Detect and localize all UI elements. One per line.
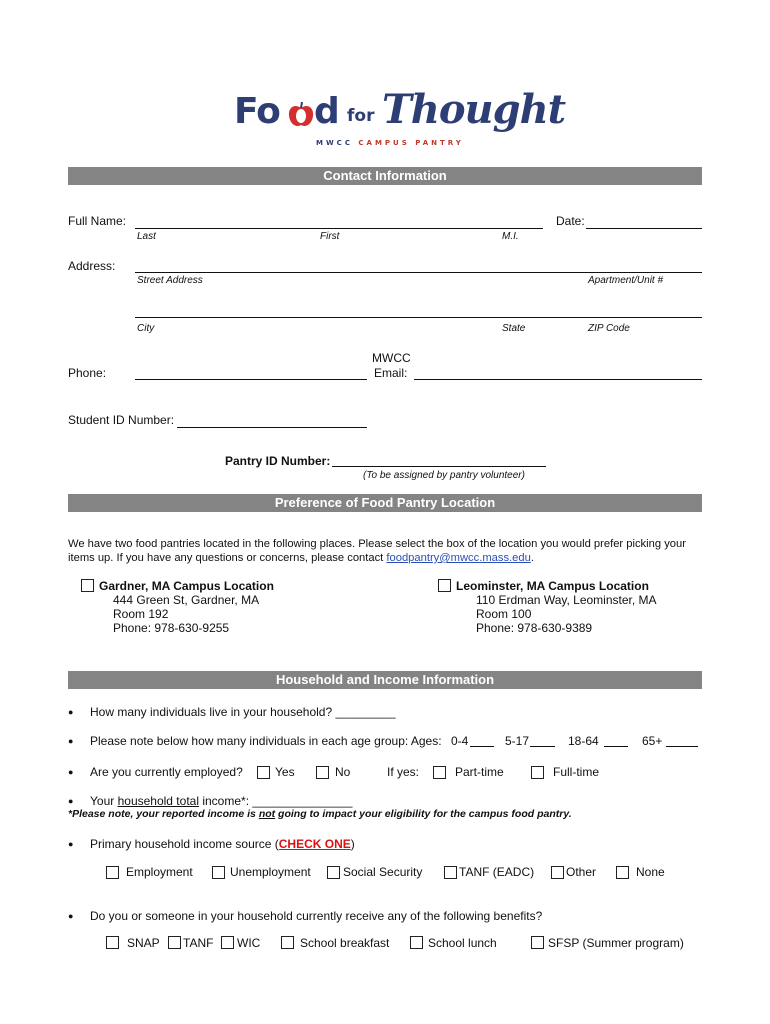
date-field[interactable] <box>586 228 702 229</box>
age-18-64-field[interactable] <box>604 746 628 747</box>
source-employment-label: Employment <box>126 865 193 879</box>
mwcc-label: MWCC <box>372 351 411 365</box>
source-tanf-checkbox[interactable] <box>444 866 457 879</box>
source-other-label: Other <box>566 865 597 879</box>
age-0-4-field[interactable] <box>470 746 494 747</box>
email-label: Email: <box>374 366 408 380</box>
benefit-snap-label: SNAP <box>127 936 160 950</box>
benefit-wic-checkbox[interactable] <box>221 936 234 949</box>
first-caption: First <box>320 231 340 242</box>
source-social-security-label: Social Security <box>343 865 423 879</box>
benefit-wic-label: WIC <box>237 936 261 950</box>
source-social-security-checkbox[interactable] <box>327 866 340 879</box>
leominster-title: Leominster, MA Campus Location <box>456 579 649 593</box>
income-question-a: Your <box>90 794 118 808</box>
source-unemployment-label: Unemployment <box>230 865 311 879</box>
preference-intro-line2: items up. If you have any questions or concerns, please contact <box>68 552 387 564</box>
income-note-not: not <box>258 808 276 820</box>
source-none-checkbox[interactable] <box>616 866 629 879</box>
leominster-phone: Phone: 978-630-9389 <box>476 621 593 635</box>
income-source-paren: ) <box>350 837 355 851</box>
employed-question: Are you currently employed? <box>90 765 243 779</box>
benefit-school-lunch-checkbox[interactable] <box>410 936 423 949</box>
benefit-school-breakfast-checkbox[interactable] <box>281 936 294 949</box>
leominster-checkbox[interactable] <box>438 579 451 592</box>
logo-mwcc: MWCC <box>316 139 353 147</box>
source-none-label: None <box>636 865 665 879</box>
gardner-phone: Phone: 978-630-9255 <box>113 621 230 635</box>
benefit-sfsp-checkbox[interactable] <box>531 936 544 949</box>
source-employment-checkbox[interactable] <box>106 866 119 879</box>
source-unemployment-checkbox[interactable] <box>212 866 225 879</box>
age-65-label: 65+ <box>642 734 663 748</box>
email-field[interactable] <box>414 379 702 380</box>
logo-for: for <box>347 106 375 126</box>
income-note-a: *Please note, your reported income is <box>68 808 259 820</box>
benefit-school-breakfast-label: School breakfast <box>300 936 390 950</box>
street-caption: Street Address <box>137 275 203 286</box>
intro-period: . <box>530 552 534 564</box>
contact-header: Contact Information <box>68 167 702 185</box>
full-time-label: Full-time <box>553 765 600 779</box>
source-tanf-label: TANF (EADC) <box>459 865 535 879</box>
bullet: ● <box>68 911 74 921</box>
if-yes-label: If yes: <box>387 765 420 779</box>
gardner-room: Room 192 <box>113 607 169 621</box>
benefit-snap-checkbox[interactable] <box>106 936 119 949</box>
benefit-school-lunch-label: School lunch <box>428 936 497 950</box>
leominster-room: Room 100 <box>476 607 532 621</box>
mi-caption: M.I. <box>502 231 519 242</box>
employed-no-label: No <box>335 765 351 779</box>
pantry-email-link[interactable]: foodpantry@mwcc.mass.edu <box>386 552 531 564</box>
part-time-label: Part-time <box>455 765 504 779</box>
bullet: ● <box>68 736 74 746</box>
employed-yes-label: Yes <box>275 765 295 779</box>
age-5-17-label: 5-17 <box>505 734 530 748</box>
pantry-id-note: (To be assigned by pantry volunteer) <box>363 470 525 481</box>
bullet: ● <box>68 796 74 806</box>
bullet: ● <box>68 767 74 777</box>
age-5-17-field[interactable] <box>530 746 555 747</box>
gardner-checkbox[interactable] <box>81 579 94 592</box>
source-other-checkbox[interactable] <box>551 866 564 879</box>
bullet: ● <box>68 707 74 717</box>
apt-caption: Apartment/Unit # <box>588 275 664 286</box>
gardner-title: Gardner, MA Campus Location <box>99 579 274 593</box>
age-0-4-label: 0-4 <box>451 734 469 748</box>
employed-yes-checkbox[interactable] <box>257 766 270 779</box>
zip-caption: ZIP Code <box>588 323 630 334</box>
income-note-b: going to impact your eligibility for the campus food pantry. <box>275 808 572 820</box>
income-question-b: income*: _______________ <box>199 794 353 808</box>
student-id-field[interactable] <box>177 427 367 428</box>
pantry-id-label: Pantry ID Number: <box>225 454 331 468</box>
logo-campus-pantry: CAMPUS PANTRY <box>358 139 464 147</box>
state-caption: State <box>502 323 526 334</box>
check-one-label: CHECK ONE <box>278 837 351 851</box>
phone-label: Phone: <box>68 366 107 380</box>
household-header: Household and Income Information <box>68 671 702 689</box>
last-caption: Last <box>137 231 156 242</box>
date-label: Date: <box>556 214 585 228</box>
part-time-checkbox[interactable] <box>433 766 446 779</box>
benefit-sfsp-label: SFSP (Summer program) <box>548 936 684 950</box>
household-size-question: How many individuals live in your household? _________ <box>90 705 396 719</box>
bullet: ● <box>68 839 74 849</box>
full-time-checkbox[interactable] <box>531 766 544 779</box>
gardner-address: 444 Green St, Gardner, MA <box>113 593 260 607</box>
leominster-address: 110 Erdman Way, Leominster, MA <box>476 593 657 607</box>
age-18-64-label: 18-64 <box>568 734 599 748</box>
benefit-tanf-checkbox[interactable] <box>168 936 181 949</box>
apple-icon <box>288 100 314 128</box>
benefits-question: Do you or someone in your household currently receive any of the following benefits? <box>90 909 543 923</box>
age-65-field[interactable] <box>666 746 698 747</box>
pantry-id-field[interactable] <box>332 466 546 467</box>
address-label: Address: <box>68 259 116 273</box>
city-caption: City <box>137 323 155 334</box>
student-id-label: Student ID Number: <box>68 413 175 427</box>
income-question-underlined: household total <box>117 794 199 808</box>
street-field[interactable] <box>135 272 702 273</box>
employed-no-checkbox[interactable] <box>316 766 329 779</box>
logo-thought: Thought <box>382 86 566 133</box>
city-field[interactable] <box>135 317 702 318</box>
preference-header: Preference of Food Pantry Location <box>68 494 702 512</box>
logo: Fo d for Thought MWCC CAMPUS PANTRY <box>234 86 566 147</box>
phone-field[interactable] <box>135 379 367 380</box>
age-group-question: Please note below how many individuals in each age group: Ages: <box>90 734 442 748</box>
benefit-tanf-label: TANF <box>183 936 214 950</box>
full-name-field[interactable] <box>135 228 543 229</box>
full-name-label: Full Name: <box>68 214 127 228</box>
income-source-question: Primary household income source ( <box>90 837 279 851</box>
preference-intro-line1: We have two food pantries located in the following places. Please select the box of the location you would prefer picking your <box>68 538 686 550</box>
